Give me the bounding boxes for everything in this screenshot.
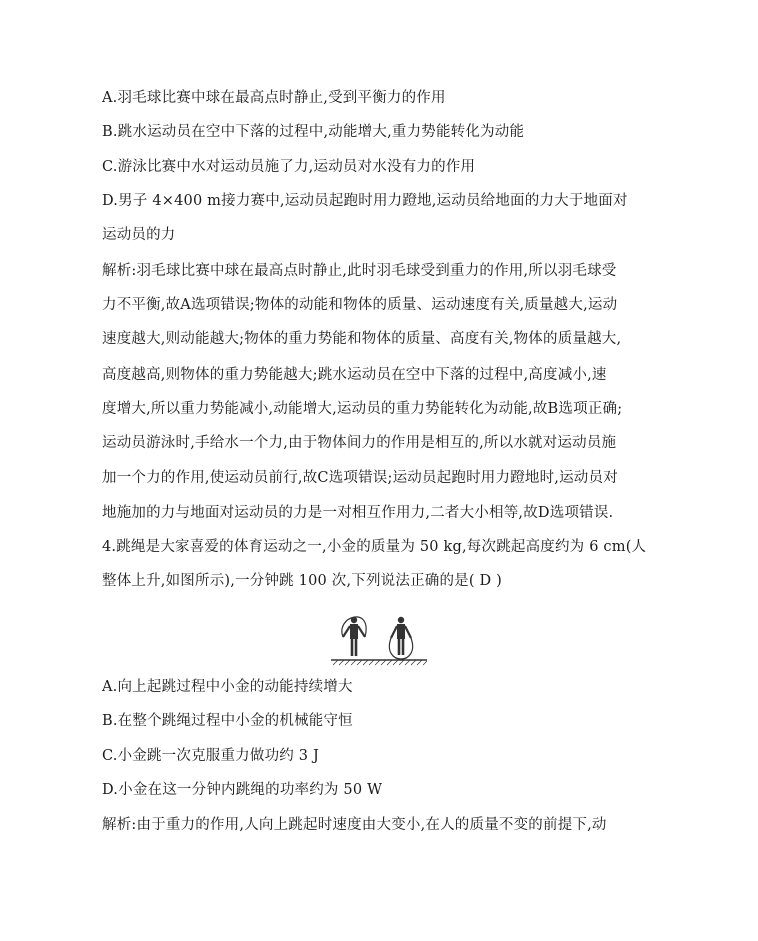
jumper-right [391,617,411,655]
q3-analysis-line-5: 度增大,所以重力势能减小,动能增大,运动员的重力势能转化为动能,故B选项正确; [102,401,623,417]
q3-analysis-line-2: 力不平衡,故A选项错误;物体的动能和物体的质量、运动速度有关,质量越大,运动 [102,297,618,313]
q4-analysis-line1: 解析:由于重力的作用,人向上跳起时速度由大变小,在人的质量不变的前提下,动 [102,817,607,833]
q4-option-c: C.小金跳一次克服重力做功约 3 J [102,748,320,764]
q3-option-b: B.跳水运动员在空中下落的过程中,动能增大,重力势能转化为动能 [102,124,525,140]
q3-analysis-line-4: 高度越高,则物体的重力势能越大;跳水运动员在空中下落的过程中,高度减小,速 [102,367,607,383]
jump-rope-figure [329,611,429,666]
jumper-left [343,617,365,656]
ground-hatching [333,660,427,665]
rope-right [389,638,412,659]
q4-option-b: B.在整个跳绳过程中小金的机械能守恒 [102,713,353,729]
q3-option-a: A.羽毛球比赛中球在最高点时静止,受到平衡力的作用 [102,90,446,106]
q4-stem-line1: 4.跳绳是大家喜爱的体育运动之一,小金的质量为 50 kg,每次跳起高度约为 6 cm(人 [102,539,647,555]
q4-option-d: D.小金在这一分钟内跳绳的功率约为 50 W [102,782,383,798]
q3-option-c: C.游泳比赛中水对运动员施了力,运动员对水没有力的作用 [102,159,476,175]
q3-option-d-line1: D.男子 4×400 m接力赛中,运动员起跑时用力蹬地,运动员给地面的力大于地面对 [102,193,628,209]
q3-option-d-line2: 运动员的力 [102,227,176,243]
q3-analysis-line-1: 解析:羽毛球比赛中球在最高点时静止,此时羽毛球受到重力的作用,所以羽毛球受 [102,263,617,279]
q4-option-a: A.向上起跳过程中小金的动能持续增大 [102,679,353,695]
q4-stem-line2: 整体上升,如图所示),一分钟跳 100 次,下列说法正确的是( D ) [102,573,503,589]
q3-analysis-line-6: 运动员游泳时,手给水一个力,由于物体间力的作用是相互的,所以水就对运动员施 [102,435,617,451]
q3-analysis-line-3: 速度越大,则动能越大;物体的重力势能和物体的质量、高度有关,物体的质量越大, [102,331,622,347]
q3-analysis-line-7: 加一个力的作用,使运动员前行,故C选项错误;运动员起跑时用力蹬地时,运动员对 [102,470,618,486]
q3-analysis-line-8: 地施加的力与地面对运动员的力是一对相互作用力,二者大小相等,故D选项错误. [102,505,614,521]
